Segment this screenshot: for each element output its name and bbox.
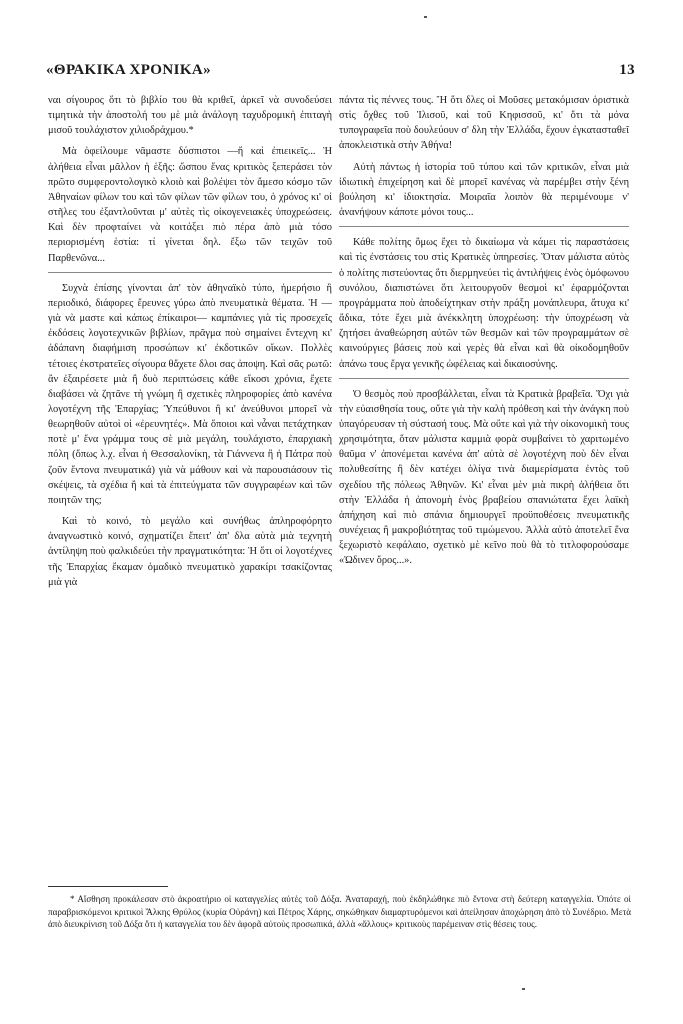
section-divider (339, 226, 629, 227)
paragraph: Αὐτὴ πάντως ἡ ἱστορία τοῦ τύπου καὶ τῶν κριτικῶν, εἶναι μιὰ ἰδιωτικὴ ἐπιχείρηση καὶ δὲ μπορεῖ κανένας νὰ παρέμβει στὴν ξένη βούληση κι' ἰδιοκτησία. Μοιραῖα λοιπὸν θὰ περιμένουμε ν' ἀνανήψουν κάποτε μόνοι τους... (339, 161, 629, 219)
paragraph: Καὶ τὸ κοινό, τὸ μεγάλο καὶ συνήθως ἀπληροφόρητο ἀναγνωστικὸ κοινό, σχηματίζει ἔπειτ' ἀπ' δλα αὐτὰ μιὰ τεχνητὴ ἀντίληψη ποὺ φαλκιδεύει τὴν πραγματικότητα: Ἡ ὅτι οἱ λογοτέχνες τῆς Ἐπαρχίας ἔκαμαν ὁμαδικὸ πνευματικὸ χαρακίρι τσακίζοντας μιὰ γιὰ (48, 516, 332, 588)
scan-speck (522, 988, 525, 990)
paragraph: ναι σίγουρος ὅτι τὸ βιβλίο του θὰ κριθεῖ, ἀρκεῖ νὰ συνοδεύσει τιμητικὰ τὴν ἀποστολή του μὲ μιὰ ἀνάλογη ταχυδρομικὴ ἐπιταγὴ μισοῦ τουλάχιστον χιλιοδράχμου.* (48, 95, 332, 137)
left-column (48, 93, 332, 596)
page-number: 13 (619, 62, 635, 78)
scan-speck (424, 16, 427, 18)
running-header (46, 62, 635, 82)
footnote-text: * Αἴσθηση προκάλεσαν στὸ ἀκροατήριο οἱ καταγγελίες αὐτὲς τοῦ Δόξα. Ἀναταραχή, ποὺ ἐκδηλώθηκε πιὸ ἔντονα στὴ δεύτερη καταγγελία. Ὁπότε οἱ παραβρισκόμενοι κριτικοὶ Ἄλκης Θρύλος (κυρία Οὐράνη) καὶ Πέτρος Χάρης, σηκώθηκαν διαμαρτυρόμενοι καὶ ἀπείλησαν ἀποχώρηση ἀπὸ τὸ Συνέδριο. Μετὰ ἀπὸ διευκρίνιση τοῦ Δόξα ὅτι ἡ καταγγελία του δὲν ἀφορᾶ αὐτοὺς προσωπικά, ἀλλὰ «ἄλλους» κριτικοὺς παρέμειναν στὶς θέσεις τους. (48, 894, 631, 930)
footnote (48, 893, 631, 931)
paragraph: Ὁ θεσμὸς ποὺ προσβάλλεται, εἶναι τὰ Κρατικὰ βραβεῖα. Ὄχι γιὰ τὴν εὐαισθησία τους, οὔτε γιὰ τὴν καλὴ πρόθεση καὶ τὴν ἀνάγκη ποὺ ὑπαγόρευσαν τὴ σύστασή τους. Μὰ οὔτε καὶ γιὰ τὴν οἰκονομικὴ τους χρησιμότητα, ὅταν μάλιστα καμμιὰ φορὰ συμβαίνει τὸ χαριτωμένο θαῦμα ν' ἀπονέμεται κανένα ἀπ' αὐτὰ σὲ λογοτέχνη ποὺ δὲν εἶναι πολυθεσίτης ἢ δὲν κατέχει ὀλίγα τινὰ διαμερίσματα ἐντὸς τοῦ σχεδίου τῆς πόλεως Ἀθηνῶν. Κι' εἶναι μὲν μιὰ πικρὴ ἀλήθεια ὅτι στὴν Ἑλλάδα ἡ ἀπονομὴ ἑνὸς βραβείου σπανιώτατα ἔχει λαϊκὴ ἀπήχηση καὶ πιὸ σπάνια δημιουργεῖ προϋποθέσεις πνευματικῆς συνέχειας ἢ μακροβιότητας τοῦ τιμώμενου. Ἀλλὰ αὐτὸ ἀποτελεῖ ἕνα ξεχωριστὸ κεφάλαιο, σχετικὸ μὲ κεῖνο ποὺ θὰ τὸ τιτλοφορούσαμε «Ὠδινεν ὄρος...». (339, 388, 629, 567)
right-column (339, 93, 629, 575)
paragraph: Κάθε πολίτης ὅμως ἔχει τὸ δικαίωμα νὰ κάμει τὶς παραστάσεις καὶ τὶς ἐνστάσεις του στὶς Κρατικὲς ὑπηρεσίες. Ὅταν μάλιστα αὐτὸς ὁ πολίτης πιστεύοντας ὅτι διερμηνεύει τὶς ἀντιλήψεις ἑνὸς ὁμόφωνου συνόλου, διαπιστώνει ὅτι λειτουργοῦν θεσμοὶ κι' ἐφαρμόζονται προγράμματα ποὺ ἀποδείχτηκαν στὴν πράξη μονάπλευρα, ἄτυχα κι' ἄδικα, τότε ἔχει μιὰ ἀνέκκλητη ὑποχρέωση: τὴν ὑποχρέωση νὰ ζητήσει ἀναθεώρηση αὐτῶν τῶν θεσμῶν καὶ τῶν προγραμμάτων σὲ καινούργιες βάσεις ποὺ καὶ γερὲς θὰ εἶναι καὶ θὰ οἰκοδομηθοῦν ἀπάνω τους ἔργα γενικῆς ὠφέλειας καὶ δικαιοσύνης. (339, 237, 629, 370)
section-divider (339, 378, 629, 379)
footnote-rule (48, 886, 168, 887)
journal-title: «ΘΡΑΚΙΚΑ ΧΡΟΝΙΚΑ» (46, 62, 212, 78)
paragraph: Μὰ ὀφείλουμε νᾶμαστε δύσπιστοι —ἤ καὶ ἐπιεικεῖς... Ἡ ἀλήθεια εἶναι μᾶλλον ἡ ἑξῆς: ὥσπου ἕνας κριτικὸς ξεπεράσει τὸν πρῶτο συμφεροντολογικὸ κλοιὸ καὶ βολέψει τὸν ἄμεσο κόσμο τῶν Ἀθηναίων φίλων του καὶ τῶν φίλων τῶν φίλων του, ὁ χρόνος κι' οἱ στῆλες του ἐξαντλοῦνται μ' αὐτὲς τὶς οἰκογενειακὲς ὑποχρεώσεις. Καὶ δὲν προφταίνει νὰ κοιτάξει πιὸ πέρα ἀπὸ μιὰ τόσο περιορισμένη ἑστία: τί γίνεται δηλ. ἔξω τῶν τειχῶν τοῦ Παρθενῶνα... (48, 146, 332, 264)
section-divider (48, 272, 332, 273)
paragraph: Συχνὰ ἐπίσης γίνονται ἀπ' τὸν ἀθηναϊκὸ τύπο, ἡμερήσιο ἢ περιοδικό, διάφορες ἔρευνες γύρω ἀπὸ πνευματικὰ θέματα. Ἡ —γιὰ νὰ μαστε καὶ κάπως ἐπίκαιροι— καμπάνιες γιὰ τὶς προσεχεῖς ἐκδόσεις λογοτεχνικῶν βιβλίων, πρᾶγμα ποὺ σημαίνει ἔντεχνη κι' ἀδάπανη διαφήμιση προσώπων κι' ἐκδοτικῶν οἴκων. Πολλὲς τέτοιες ἐκστρατεῖες σίγουρα θἄχετε δλοι σας ἀποψη. Καὶ σᾶς ρωτῶ: ἂν ἐξαιρέσετε μιὰ ἢ δυὸ περιπτώσεις κάθε εἴκοσι χρόνια, ἔχετε διαβάσει νὰ ζητᾶνε τὴ γνώμη ἢ σχετικὲς πληροφορίες ἀπὸ κανένα λογοτέχνη τῆς Ἐπαρχίας; Ὑπεύθυνοι ἢ κι' ἀνεύθυνοι μπορεῖ νὰ θεωρηθοῦν αὐτοὶ οἱ «ἐρευνητές». Μὰ ὅποιοι καὶ νἆναι πετάχτηκαν ποτὲ μ' ἕνα γράμμα τους σὲ μιὰ μεγάλη, τουλάχιστο, ἐπαρχιακὴ πόλη (ὅπως λ.χ. εἶναι ἡ Θεσσαλονίκη, τὰ Γιάννενα ἢ ἡ Πάτρα ποὺ ζοῦν ἔντονα πνευματικά) γιὰ νὰ μάθουν καὶ νὰ παρουσιάσουν τὶς σκέψεις, τὰ σχέδια ἢ καὶ τὰ ἐπιτεύγματα τῶν συγγραφέων καὶ τῶν ποιητῶν της; (48, 282, 332, 506)
paragraph: πάντα τὶς πέννες τους. Ἤ ὅτι δλες οἱ Μοῦσες μετακόμισαν ὁριστικὰ στὶς ὄχθες τοῦ Ἰλισοῦ, καὶ τοῦ Κηφισσοῦ, κι' ὅτι τὰ μόνα τυπογραφεῖα ποὺ δουλεύουν σ' δλη τὴν Ἑλλάδα, ἔχουν ἐγκατασταθεῖ ἀποκλειστικὰ στὴν Ἀθήνα! (339, 95, 629, 152)
